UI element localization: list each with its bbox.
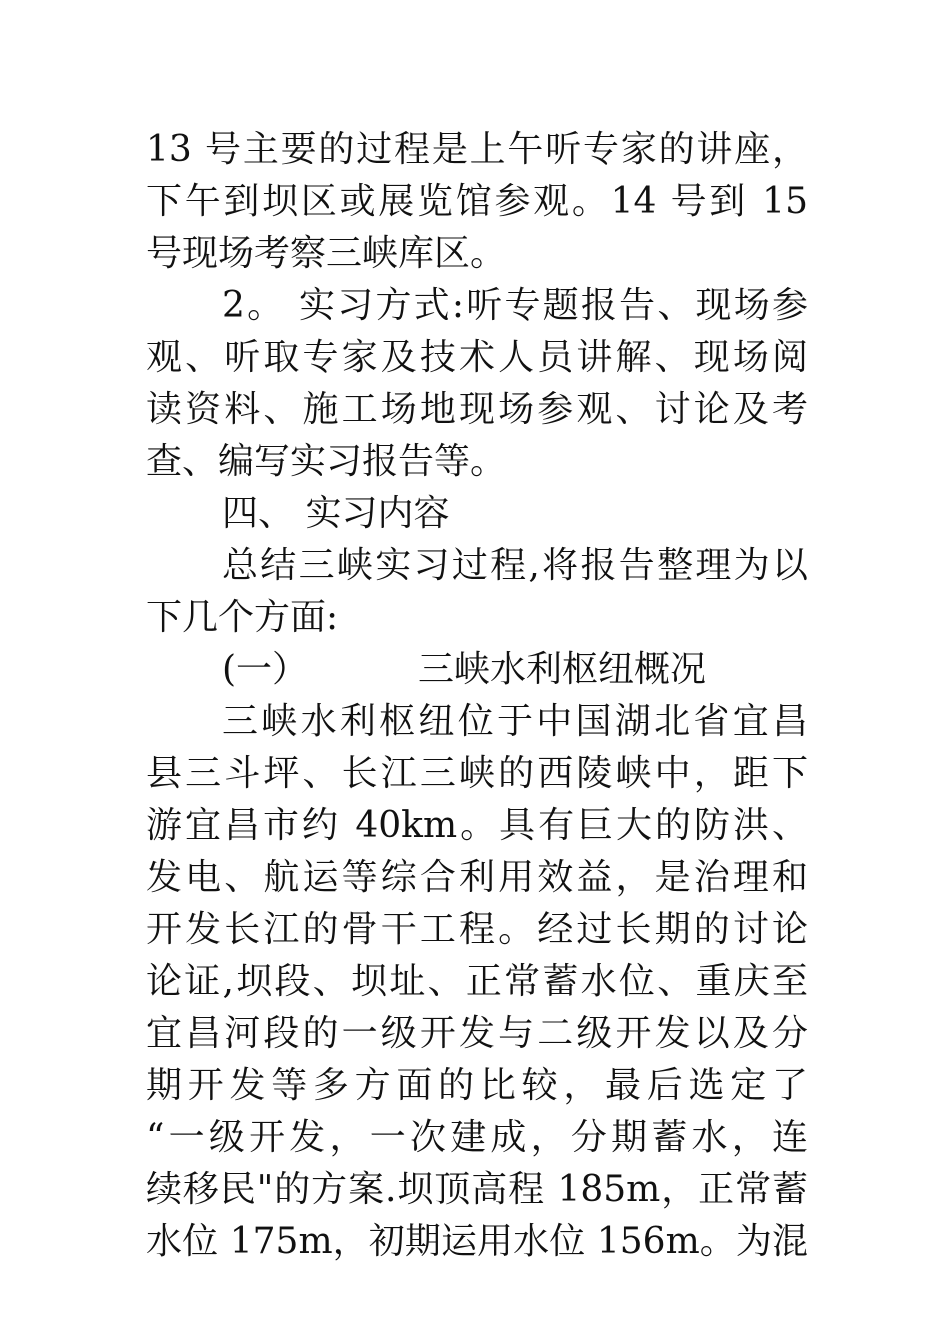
text-line: 县三斗坪、长江三峡的西陵峡中，距下 — [146, 753, 808, 794]
text-line: 续移民"的方案.坝顶高程 185m，正常蓄 — [146, 1169, 808, 1210]
subsection-number: (一） — [222, 649, 309, 690]
text-line: 下午到坝区或展览馆参观。14 号到 15 — [146, 181, 808, 222]
text-line: 宜昌河段的一级开发与二级开发以及分 — [146, 1013, 808, 1054]
text-line: “一级开发，一次建成，分期蓄水，连 — [146, 1117, 808, 1158]
text-line: 论证,坝段、坝址、正常蓄水位、重庆至 — [146, 961, 808, 1002]
subsection-heading — [146, 644, 808, 696]
text-line: 2。 实习方式:听专题报告、现场参 — [222, 285, 808, 326]
text-line: 读资料、施工场地现场参观、讨论及考 — [146, 389, 808, 430]
text-line: 游宜昌市约 40km。具有巨大的防洪、 — [146, 805, 808, 846]
text-line: 观、听取专家及技术人员讲解、现场阅 — [146, 337, 808, 378]
body-text — [146, 124, 808, 1268]
section-heading: 四、 实习内容 — [222, 493, 450, 534]
text-line: 期开发等多方面的比较，最后选定了 — [146, 1065, 808, 1106]
text-line: 开发长江的骨干工程。经过长期的讨论 — [146, 909, 808, 950]
text-line: 号现场考察三峡库区。 — [146, 233, 507, 274]
text-line: 发电、航运等综合利用效益，是治理和 — [146, 857, 808, 898]
text-line: 查、编写实习报告等。 — [146, 441, 507, 482]
text-line: 三峡水利枢纽位于中国湖北省宜昌 — [222, 701, 808, 742]
text-line: 下几个方面: — [146, 597, 339, 638]
text-line: 总结三峡实习过程,将报告整理为以 — [222, 545, 808, 586]
subsection-title: 三峡水利枢纽概况 — [418, 649, 707, 690]
text-line: 13 号主要的过程是上午听专家的讲座， — [146, 129, 808, 170]
text-line: 水位 175m，初期运用水位 156m。为混 — [146, 1221, 808, 1262]
